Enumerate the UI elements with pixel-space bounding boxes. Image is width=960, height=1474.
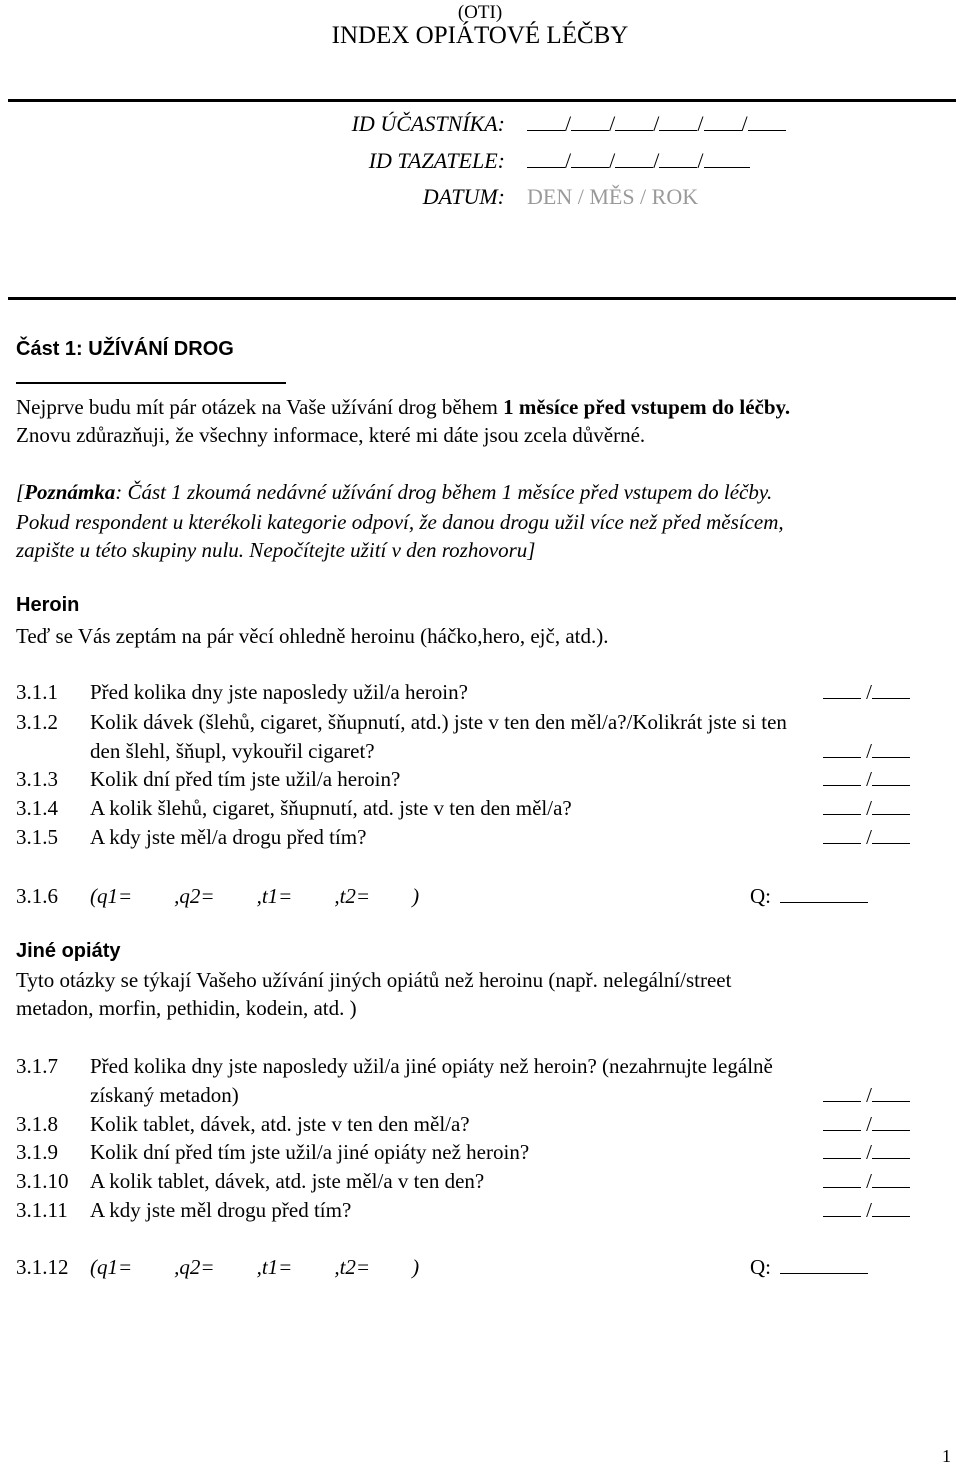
part1-note-line1: [Poznámka: Část 1 zkoumá nedávné užívání drog během 1 měsíce před vstupem do léčby. bbox=[16, 480, 773, 504]
other-opiates-heading: Jiné opiáty bbox=[16, 940, 121, 962]
part1-note-line2: Pokud respondent u kterékoli kategorie odpoví, že danou drogu užil více než před měsícem, bbox=[16, 510, 784, 534]
formula-text: (q1= ,q2= ,t1= ,t2= ) bbox=[90, 1255, 420, 1279]
answer-field[interactable]: / bbox=[790, 1140, 910, 1165]
answer-field[interactable]: / bbox=[790, 1169, 910, 1194]
question-text: Kolik tablet, dávek, atd. jste v ten den měl/a? bbox=[90, 1112, 470, 1136]
question-text: A kolik tablet, dávek, atd. jste měl/a v ten den? bbox=[90, 1169, 485, 1193]
question-number: 3.1.4 bbox=[16, 796, 58, 820]
top-rule bbox=[8, 99, 956, 102]
heroin-heading: Heroin bbox=[16, 594, 80, 616]
question-text: Kolik dávek (šlehů, cigaret, šňupnutí, atd.) jste v ten den měl/a?/Kolikrát jste si ten bbox=[90, 710, 787, 734]
page-number: 1 bbox=[942, 1446, 951, 1466]
answer-field[interactable]: / bbox=[790, 1198, 910, 1223]
question-number: 3.1.5 bbox=[16, 825, 58, 849]
formula-number: 3.1.6 bbox=[16, 884, 58, 908]
date-label: DATUM: bbox=[422, 184, 505, 209]
participant-id-label: ID ÚČASTNÍKA: bbox=[351, 111, 505, 136]
question-number: 3.1.3 bbox=[16, 767, 58, 791]
question-number: 3.1.10 bbox=[16, 1169, 69, 1193]
question-text: Kolik dní před tím jste užil/a heroin? bbox=[90, 767, 401, 791]
interviewer-id-field[interactable]: / / / / bbox=[527, 148, 750, 174]
part1-intro-line2: Znovu zdůrazňuji, že všechny informace, které mi dáte jsou zcela důvěrné. bbox=[16, 423, 646, 447]
answer-field[interactable]: / bbox=[790, 1112, 910, 1137]
header-bottom-rule bbox=[8, 297, 956, 300]
formula-text: (q1= ,q2= ,t1= ,t2= ) bbox=[90, 884, 420, 908]
answer-field[interactable]: / bbox=[790, 680, 910, 705]
part1-note-line3: zapište u této skupiny nulu. Nepočítejte užití v den rozhovoru] bbox=[16, 538, 536, 562]
other-opiates-intro-line1: Tyto otázky se týkají Vašeho užívání jiných opiátů než heroinu (např. nelegální/street bbox=[16, 968, 732, 992]
answer-field[interactable]: / bbox=[790, 767, 910, 792]
question-text: Kolik dní před tím jste užil/a jiné opiáty než heroin? bbox=[90, 1140, 530, 1164]
question-text: Před kolika dny jste naposledy užil/a heroin? bbox=[90, 680, 468, 704]
interviewer-id-label: ID TAZATELE: bbox=[368, 148, 505, 173]
answer-field[interactable]: / bbox=[790, 796, 910, 821]
form-code: (OTI) bbox=[457, 2, 503, 23]
question-number: 3.1.7 bbox=[16, 1054, 58, 1078]
q-label: Q: bbox=[750, 884, 771, 908]
date-field[interactable]: DEN / MĚS / ROK bbox=[527, 184, 699, 209]
part1-intro-line1: Nejprve budu mít pár otázek na Vaše užívání drog během 1 měsíce před vstupem do léčby. bbox=[16, 395, 791, 419]
question-text-cont: den šlehl, šňupl, vykouřil cigaret? bbox=[90, 739, 375, 763]
answer-field[interactable]: / bbox=[790, 1083, 910, 1108]
question-number: 3.1.1 bbox=[16, 680, 58, 704]
part1-heading: Část 1: UŽÍVÁNÍ DROG bbox=[16, 338, 234, 360]
heroin-intro: Teď se Vás zeptám na pár věcí ohledně heroinu (háčko,hero, ejč, atd.). bbox=[16, 624, 609, 648]
question-number: 3.1.2 bbox=[16, 710, 58, 734]
answer-field[interactable]: / bbox=[790, 739, 910, 764]
question-text-cont: získaný metadon) bbox=[90, 1083, 239, 1107]
formula-number: 3.1.12 bbox=[16, 1255, 69, 1279]
page-title: INDEX OPIÁTOVÉ LÉČBY bbox=[331, 22, 629, 49]
other-opiates-intro-line2: metadon, morfin, pethidin, kodein, atd. ) bbox=[16, 996, 357, 1020]
question-number: 3.1.8 bbox=[16, 1112, 58, 1136]
answer-field[interactable]: / bbox=[790, 825, 910, 850]
q-label: Q: bbox=[750, 1255, 771, 1279]
part1-heading-rule bbox=[16, 382, 286, 384]
question-number: 3.1.11 bbox=[16, 1198, 68, 1222]
question-text: A kolik šlehů, cigaret, šňupnutí, atd. jste v ten den měl/a? bbox=[90, 796, 572, 820]
question-text: Před kolika dny jste naposledy užil/a jiné opiáty než heroin? (nezahrnujte legálně bbox=[90, 1054, 773, 1078]
participant-id-field[interactable]: / / / / / bbox=[527, 111, 786, 137]
question-number: 3.1.9 bbox=[16, 1140, 58, 1164]
question-text: A kdy jste měl drogu před tím? bbox=[90, 1198, 352, 1222]
q-field[interactable] bbox=[780, 884, 868, 909]
q-field[interactable] bbox=[780, 1255, 868, 1280]
question-text: A kdy jste měl/a drogu před tím? bbox=[90, 825, 367, 849]
